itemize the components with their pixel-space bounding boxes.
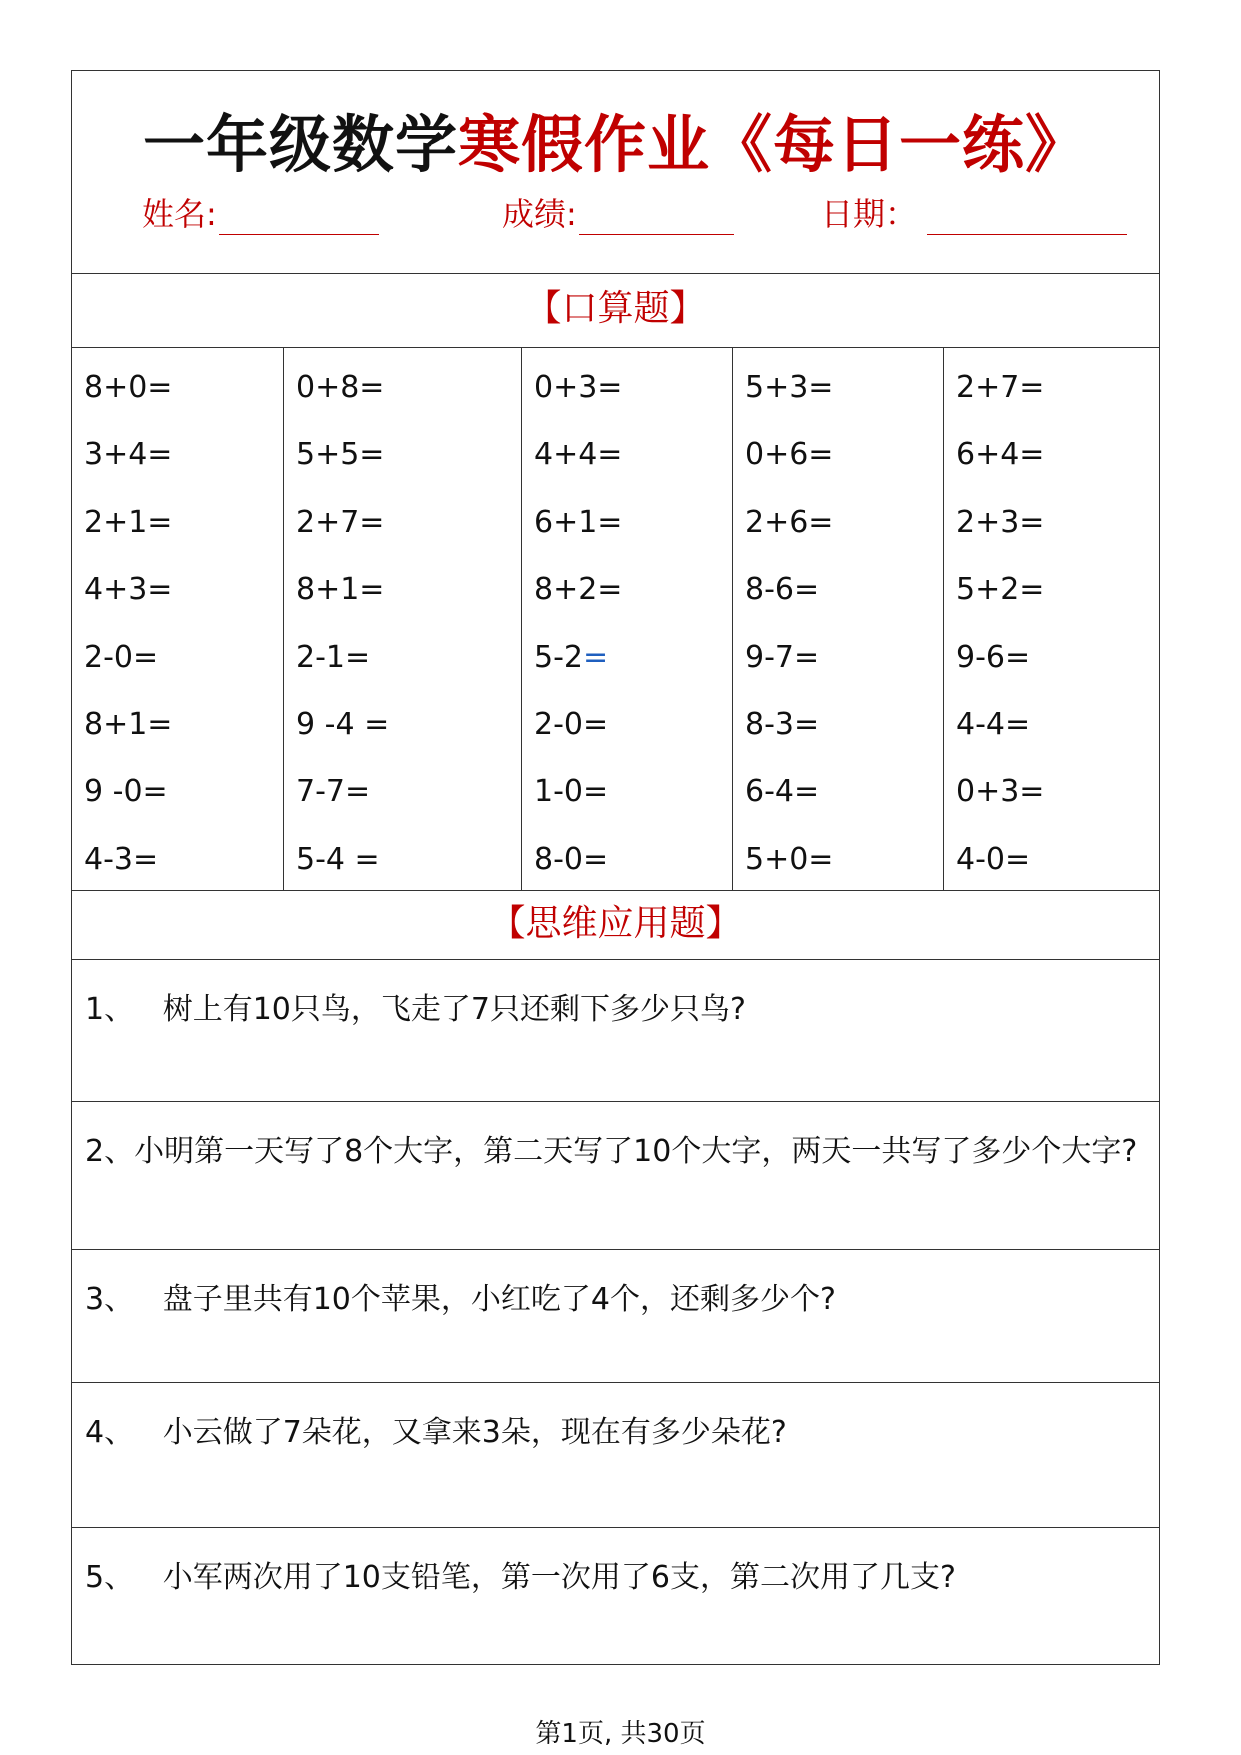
mental-math-grid	[72, 348, 1159, 891]
math-expression: 8+1=	[84, 707, 173, 742]
math-item	[956, 842, 1030, 877]
math-item	[956, 437, 1044, 472]
blue-equals-sign: =	[583, 640, 609, 675]
problem-2	[72, 1102, 1159, 1250]
math-item	[84, 505, 172, 540]
score-label: 成绩:	[502, 195, 577, 233]
problem-3	[72, 1250, 1159, 1383]
math-expression: 2+3=	[956, 505, 1045, 540]
score-blank[interactable]	[579, 200, 734, 235]
problem-5	[72, 1528, 1159, 1664]
math-item	[296, 370, 384, 405]
name-blank[interactable]	[219, 200, 379, 235]
math-expression: 3+4=	[84, 437, 173, 472]
math-expression: 8-6=	[745, 572, 820, 607]
math-expression: 2-0=	[534, 707, 609, 742]
math-item	[296, 640, 370, 675]
math-item	[745, 572, 819, 607]
math-expression: 2+7=	[296, 505, 385, 540]
problem-text: 5、 小军两次用了10支铅笔，第一次用了6支，第二次用了几支?	[85, 1560, 956, 1595]
math-expression: 9-7=	[745, 640, 820, 675]
math-column-2	[284, 348, 522, 890]
math-expression: 7-7=	[296, 774, 371, 809]
math-item	[534, 572, 622, 607]
math-column-3	[522, 348, 733, 890]
math-item	[534, 505, 622, 540]
math-item	[745, 774, 819, 809]
problem-text: 3、 盘子里共有10个苹果，小红吃了4个，还剩多少个?	[85, 1282, 836, 1317]
math-item	[956, 774, 1044, 809]
math-item	[956, 640, 1030, 675]
math-item	[296, 774, 370, 809]
date-blank[interactable]	[927, 200, 1127, 235]
problem-4	[72, 1383, 1159, 1528]
math-expression: 2+1=	[84, 505, 173, 540]
math-item	[956, 707, 1030, 742]
math-expression: 9 -4 =	[296, 707, 390, 742]
page-title	[72, 95, 1159, 184]
math-item	[956, 572, 1044, 607]
math-item	[296, 572, 384, 607]
math-item	[534, 774, 608, 809]
math-expression: 6+4=	[956, 437, 1045, 472]
problem-1	[72, 960, 1159, 1102]
math-expression: 5+0=	[745, 842, 834, 877]
math-expression: 5+5=	[296, 437, 385, 472]
math-expression: 4-0=	[956, 842, 1031, 877]
math-item	[534, 707, 608, 742]
problem-text: 4、 小云做了7朵花，又拿来3朵，现在有多少朵花?	[85, 1415, 787, 1450]
math-item	[534, 370, 622, 405]
math-expression: 0+3=	[956, 774, 1045, 809]
math-expression: 5+3=	[745, 370, 834, 405]
math-item	[745, 370, 833, 405]
math-item	[84, 370, 172, 405]
math-expression: 8+1=	[296, 572, 385, 607]
math-expression: 8-0=	[534, 842, 609, 877]
math-item	[84, 640, 158, 675]
math-item	[956, 505, 1044, 540]
math-expression: 0+3=	[534, 370, 623, 405]
math-expression: 2-1=	[296, 640, 371, 675]
math-item	[534, 842, 608, 877]
mental-math-heading: 【口算题】	[72, 274, 1159, 348]
math-item	[84, 572, 172, 607]
problem-text: 2、小明第一天写了8个大字，第二天写了10个大字，两天一共写了多少个大字?	[85, 1134, 1138, 1169]
math-expression: 9-6=	[956, 640, 1031, 675]
math-expression: 1-0=	[534, 774, 609, 809]
math-expression: 2+7=	[956, 370, 1045, 405]
math-expression: 6+1=	[534, 505, 623, 540]
math-item	[745, 707, 819, 742]
math-item	[956, 370, 1044, 405]
math-expression: 5-2	[534, 640, 583, 675]
math-item	[534, 640, 608, 675]
math-expression: 4-3=	[84, 842, 159, 877]
math-item	[84, 437, 172, 472]
math-item	[84, 774, 168, 809]
date-label: 日期：	[821, 195, 918, 233]
math-item	[296, 505, 384, 540]
math-expression: 5-4 =	[296, 842, 380, 877]
score-field[interactable]	[502, 189, 734, 235]
page-number: 第1页, 共30页	[535, 1719, 706, 1749]
math-item	[296, 437, 384, 472]
math-expression: 8-3=	[745, 707, 820, 742]
problem-text: 1、 树上有10只鸟，飞走了7只还剩下多少只鸟?	[85, 992, 746, 1027]
math-expression: 8+2=	[534, 572, 623, 607]
math-expression: 0+6=	[745, 437, 834, 472]
math-item	[296, 842, 380, 877]
math-column-5	[944, 348, 1159, 890]
math-item	[745, 505, 833, 540]
math-expression: 2+6=	[745, 505, 834, 540]
math-expression: 6-4=	[745, 774, 820, 809]
name-label: 姓名:	[142, 195, 217, 233]
date-field[interactable]	[821, 189, 1127, 235]
math-expression: 4+4=	[534, 437, 623, 472]
math-item	[84, 842, 158, 877]
worksheet-header	[72, 71, 1159, 274]
math-expression: 5+2=	[956, 572, 1045, 607]
math-item	[745, 437, 833, 472]
math-item	[296, 707, 389, 742]
math-expression: 4-4=	[956, 707, 1031, 742]
title-homework: 寒假作业《每日一练》	[458, 108, 1089, 181]
title-grade-subject: 一年级数学	[142, 108, 458, 181]
math-item	[84, 707, 172, 742]
math-item	[745, 640, 819, 675]
math-column-4	[733, 348, 944, 890]
application-heading: 【思维应用题】	[72, 891, 1159, 960]
math-expression: 4+3=	[84, 572, 173, 607]
math-expression: 9 -0=	[84, 774, 168, 809]
worksheet	[71, 70, 1160, 1665]
math-expression: 2-0=	[84, 640, 159, 675]
math-item	[745, 842, 833, 877]
math-expression: 0+8=	[296, 370, 385, 405]
math-column-1	[72, 348, 284, 890]
name-field[interactable]	[142, 189, 379, 235]
math-item	[534, 437, 622, 472]
math-expression: 8+0=	[84, 370, 173, 405]
